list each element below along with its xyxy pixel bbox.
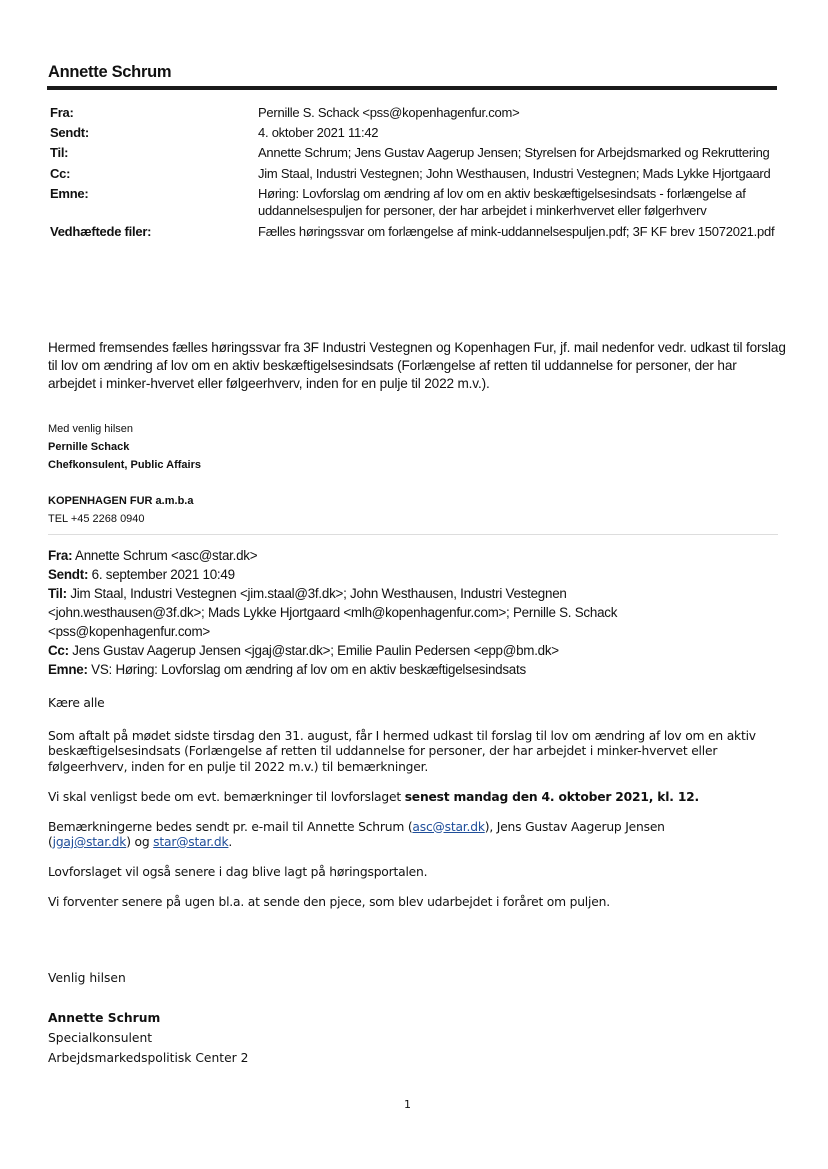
intro-paragraph: Hermed fremsendes fælles høringssvar fra 3F Industri Vestegnen og Kopenhagen Fur, jf. mail nedenfor vedr. udkast til forslag til lov om ændring af lov om en aktiv beskæftigelsesindsats (Forlængelse af retten til uddannelse for personer, der har arbejdet i minker-hvervet eller følgeerhverv, inden for en pulje til 2022 m.v.). bbox=[48, 340, 786, 391]
fwd-value: VS: Høring: Lovforslag om ændring af lov om en aktiv beskæftigelsesindsats bbox=[87, 662, 526, 677]
header-value: 4. oktober 2021 11:42 bbox=[258, 125, 379, 141]
deadline-paragraph bbox=[48, 790, 793, 806]
forwarded-body bbox=[48, 696, 793, 925]
header-value: Pernille S. Schack <pss@kopenhagenfur.com> bbox=[258, 105, 520, 120]
fwd-value: Jim Staal, Industri Vestegnen <jim.staal@3f.dk>; John Westhausen, Industri Vestegnen <john.westhausen@3f.dk>; Mads Lykke Hjortgaard <mlh@kopenhagenfur.com>; Pernille S. Schack <pss@kopenhagenfur.com> bbox=[48, 586, 618, 639]
sig-phone: TEL +45 2268 0940 bbox=[48, 513, 145, 525]
header-value: Annette Schrum; Jens Gustav Aagerup Jensen; Styrelsen for Arbejdsmarked og Rekruttering bbox=[258, 145, 770, 161]
sig-role: Specialkonsulent bbox=[48, 1031, 153, 1045]
email-link-asc[interactable]: asc@star.dk bbox=[412, 819, 485, 834]
body-paragraph: Som aftalt på mødet sidste tirsdag den 31. august, får I hermed udkast til forslag til lov om ændring af lov om en aktiv beskæftigelsesindsats (Forlængelse af retten til uddannelse for personer, der har arbejdet i minker-hvervet eller følgeerhverv, inden for en pulje til 2022 m.v.) til bemærkninger. bbox=[48, 728, 756, 774]
sig-company: KOPENHAGEN FUR a.m.b.a bbox=[48, 495, 194, 507]
header-value: Høring: Lovforslag om ændring af lov om en aktiv beskæftigelsesindsats - forlængelse af uddannelsespuljen for personer, der har arbejdet i minkerhvervet eller følgerhverv bbox=[258, 185, 746, 219]
header-label: Emne: bbox=[50, 185, 89, 201]
fwd-from bbox=[48, 546, 788, 565]
page-number: 1 bbox=[404, 1098, 411, 1111]
sig-greeting: Med venlig hilsen bbox=[48, 423, 133, 435]
mailbox-owner-title: Annette Schrum bbox=[48, 63, 172, 81]
deadline-bold: senest mandag den 4. oktober 2021, kl. 12. bbox=[404, 789, 700, 804]
fwd-cc bbox=[48, 641, 788, 660]
header-label: Til: bbox=[50, 145, 69, 161]
email-link-star[interactable]: star@star.dk bbox=[153, 835, 229, 849]
forwarded-header bbox=[48, 546, 788, 679]
sig-name: Annette Schrum bbox=[48, 1011, 161, 1025]
separator bbox=[48, 534, 778, 535]
text: . bbox=[228, 835, 233, 849]
salutation: Kære alle bbox=[48, 696, 105, 710]
body-paragraph: Vi forventer senere på ugen bl.a. at sende den pjece, som blev udarbejdet i foråret om puljen. bbox=[48, 895, 610, 909]
email-header bbox=[50, 104, 780, 243]
text: Vi skal venligst bede om evt. bemærkninger til lovforslaget bbox=[48, 789, 405, 804]
contact-paragraph bbox=[48, 820, 748, 851]
header-row-from bbox=[50, 104, 780, 122]
header-label: Fra: bbox=[50, 105, 74, 120]
fwd-sent bbox=[48, 565, 788, 584]
sig-dept: Arbejdsmarkedspolitisk Center 2 bbox=[48, 1051, 249, 1065]
header-row-attachments bbox=[50, 223, 780, 241]
header-label: Vedhæftede filer: bbox=[50, 223, 152, 239]
header-label: Sendt: bbox=[50, 125, 89, 141]
fwd-label: Fra: bbox=[48, 548, 73, 563]
fwd-label: Sendt: bbox=[48, 567, 89, 582]
text: ), Jens Gustav Aagerup Jensen ( bbox=[48, 819, 665, 849]
text: Bemærkningerne bedes sendt pr. e-mail til Annette Schrum ( bbox=[48, 819, 413, 834]
header-row-cc bbox=[50, 165, 780, 183]
email-link-jgaj[interactable]: jgaj@star.dk bbox=[52, 835, 127, 849]
fwd-to bbox=[48, 584, 658, 641]
text: ) og bbox=[126, 835, 154, 849]
header-row-to bbox=[50, 144, 780, 162]
fwd-value: Annette Schrum <asc@star.dk> bbox=[72, 548, 258, 563]
header-value: Jim Staal, Industri Vestegnen; John Westhausen, Industri Vestegnen; Mads Lykke Hjortgaard bbox=[258, 165, 771, 181]
fwd-value: Jens Gustav Aagerup Jensen <jgaj@star.dk>; Emilie Paulin Pedersen <epp@bm.dk> bbox=[68, 643, 559, 658]
sig-greeting: Venlig hilsen bbox=[48, 971, 126, 985]
attachments-value: Fælles høringssvar om forlængelse af mink-uddannelsespuljen.pdf; 3F KF brev 15072021.pdf bbox=[258, 223, 775, 239]
header-row-subject bbox=[50, 185, 780, 220]
header-label: Cc: bbox=[50, 165, 71, 181]
sig-role: Chefkonsulent, Public Affairs bbox=[48, 459, 202, 471]
header-row-sent bbox=[50, 124, 780, 142]
signature-annette bbox=[48, 968, 248, 1068]
fwd-label: Emne: bbox=[48, 662, 88, 677]
title-rule bbox=[47, 86, 777, 90]
signature-pernille bbox=[48, 420, 201, 528]
fwd-value: 6. september 2021 10:49 bbox=[88, 567, 235, 582]
sig-name: Pernille Schack bbox=[48, 441, 130, 453]
body-paragraph: Lovforslaget vil også senere i dag blive lagt på høringsportalen. bbox=[48, 865, 428, 879]
fwd-label: Cc: bbox=[48, 643, 69, 658]
fwd-subject bbox=[48, 660, 788, 679]
fwd-label: Til: bbox=[48, 586, 67, 601]
